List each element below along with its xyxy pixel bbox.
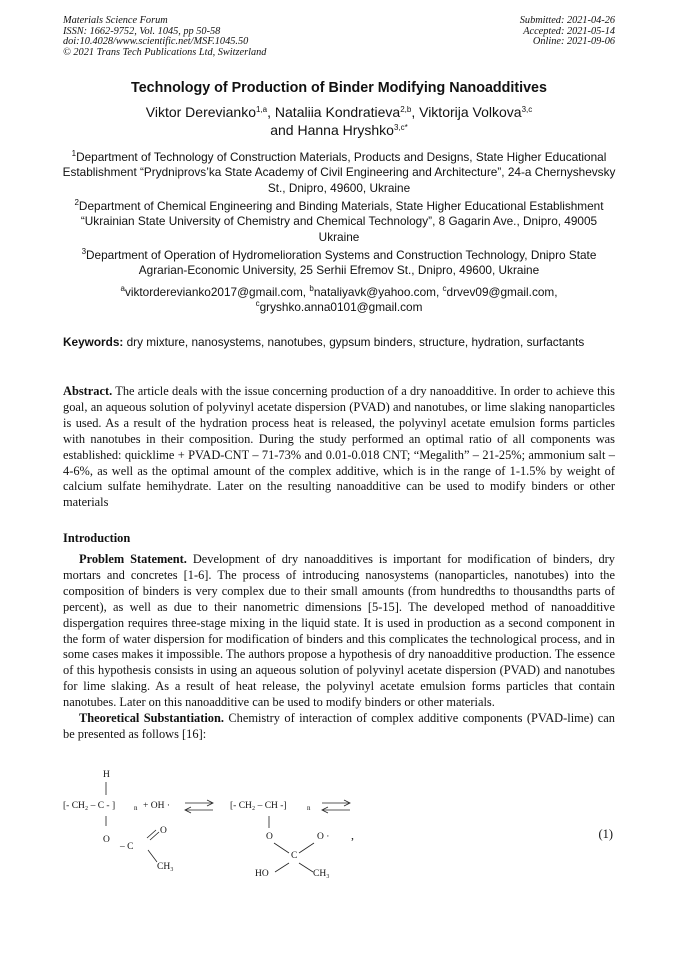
paragraph-label: Problem Statement.: [79, 552, 187, 566]
abstract-section: [63, 384, 615, 511]
bond-line: [274, 843, 289, 853]
journal-name: Materials Science Forum: [63, 15, 168, 26]
abstract-label: Abstract.: [63, 384, 113, 398]
email-list: [60, 285, 618, 316]
introduction-body: [63, 552, 615, 743]
atom-o: O: [160, 826, 167, 836]
email-mark: c: [442, 284, 447, 293]
affiliation: [60, 150, 618, 196]
central-carbon: C: [291, 851, 298, 861]
author-conjunction: and: [270, 121, 294, 138]
carbonyl-carbon: – C: [120, 842, 134, 852]
bond-line: [275, 863, 289, 872]
affiliation-mark: 3: [81, 247, 87, 256]
author-affiliation-mark: 3,c*: [393, 122, 408, 132]
left-polymer-chain: [- CH₂ – C - ]: [63, 801, 116, 811]
journal-issn: ISSN: 1662-9752, Vol. 1045, pp 50-58: [63, 25, 221, 37]
author-list: Viktor Derevianko$^{1,a}$, Nataliia Kondratieva$^{2,b}$, Viktorija Volkova$^{3,c}$ and Hanna Hryshko$^{3,c*}$: [145, 104, 533, 138]
atom-o: O: [103, 835, 110, 845]
equation-comma: ,: [351, 828, 354, 842]
methyl-group: CH₃: [157, 862, 174, 872]
bond-line: [299, 843, 314, 853]
section-heading: Introduction: [63, 531, 131, 545]
keywords-label: Keywords:: [63, 335, 124, 349]
bond-line: [150, 832, 159, 840]
author-affiliation-mark: 2,b: [400, 105, 412, 114]
email-link[interactable]: drvev09@gmail.com,: [446, 285, 558, 299]
chain-subscript: n: [307, 804, 311, 812]
bond-line: [147, 830, 156, 838]
submitted-date: Submitted: 2021-04-26: [519, 15, 615, 26]
atom-h: H: [103, 770, 110, 780]
affiliation: [60, 199, 618, 245]
affiliation-text: Department of Operation of Hydromelioration Systems and Construction Technology, Dnipro State Agrarian-Economic University, 25 Serhii Efremov St., Dnipro, 49600, Ukraine: [86, 248, 597, 278]
dates-header: [520, 16, 615, 48]
equation-bonds: [63, 768, 615, 888]
keywords-text: dry mixture, nanosystems, nanotubes, gypsum binders, structure, hydration, surfactants: [126, 335, 585, 349]
email-mark: b: [309, 284, 314, 293]
chemical-equation: [63, 768, 615, 888]
journal-header: [63, 16, 266, 58]
paragraph-label: Theoretical Substantiation.: [79, 711, 224, 726]
journal-copyright: © 2021 Trans Tech Publications Ltd, Switzerland: [63, 46, 267, 58]
paragraph-text: Chemistry of interaction of complex additive components (PVAD-lime) can be presented as follows [16]:: [63, 711, 615, 741]
hydroxyl-radical: + OH ·: [143, 801, 170, 811]
bond-line: [148, 850, 157, 862]
abstract-text: The article deals with the issue concerning production of a dry nanoadditive. In order to achieve this goal, an aqueous solution of polyvinyl acetate dispersion (PVAD) and nanotubes, or lime slaking nanoparticles is used. As a result of the hydration process heat is released, the polyvinyl acetate emulsion forms particles with nanotubes in their composition. During the study performed an optimal ratio of all components was established: quicklime + PVAD-CNT – 71-73% and 0.01-0.018 CNT; “Megalith” – 21-25%; ammonium salt – 4-6%, as well as the optimal amount of the complex additive, which is in the range of 1-1.5% by weight of calcium sulfate hemihydrate. Later on the resulting nanoadditive can be used to modify binders or other materials: [63, 384, 616, 510]
email-link[interactable]: gryshko.anna0101@gmail.com: [259, 300, 423, 315]
affiliation-mark: 2: [74, 198, 79, 207]
author-name: Viktorija Volkova: [419, 104, 522, 120]
affiliation-text: Department of Chemical Engineering and Binding Materials, State Higher Educational Establishment “Ukrainian State University of Chemistry and Chemical Technology”, 8 Gagarin Ave., Dnipro, 49005 Ukraine: [78, 199, 604, 244]
chain-subscript: n: [134, 804, 138, 812]
author-name: Hanna Hryshko: [297, 121, 394, 138]
bond-line: [299, 863, 313, 872]
email-mark: c: [255, 299, 260, 309]
online-date: Online: 2021-09-06: [532, 36, 615, 48]
affiliation-mark: 1: [71, 149, 77, 158]
author-affiliation-mark: 3,c: [521, 105, 533, 114]
paragraph: [63, 711, 615, 743]
affiliation: [60, 248, 618, 279]
email-mark: a: [120, 284, 125, 293]
methyl-group: CH₃: [313, 869, 330, 879]
oxygen-radical: O ·: [317, 832, 330, 842]
paragraph-text: Development of dry nanoadditives is important for modification of binders, dry mortars and concretes [1-6]. The process of introducing nanosystems (nanoparticles, nanotubes) into the composition of binders is very complex due to their small amounts (from hundredths to thousandths parts of percent), as well as due to their nanometric dimensions [5-15]. The developed method of nanoadditive dispergation requires three-stage mixing in the liquid state. It is used in production as a second component in the form of water dispersion for modification of binders and this complicates the technological process, and in some cases makes it impossible. The authors propose a hypothesis of dry nanoadditive production. The essence of this hypothesis consists in using an aqueous solution of polyvinyl acetate dispersion (PVAD) and nanotubes for lime slaking. As a result of heat release, the polyvinyl acetate emulsion forms particles that contain nanotubes. Later on this nanoadditive can be used to modify binders or other materials.: [63, 552, 615, 710]
author-name: Nataliia Kondratieva: [274, 104, 401, 120]
affiliation-text: Department of Technology of Construction Materials, Products and Designs, State Higher Educational Establishment “Prydniprovs’ka State Academy of Civil Engineering and Architecture”, 24-a Chernyshevsky St., Dnipro, 49600, Ukraine: [62, 150, 616, 195]
journal-doi: doi:10.4028/www.scientific.net/MSF.1045.50: [63, 36, 249, 48]
right-polymer-chain: [- CH₂ – CH -]: [230, 801, 287, 811]
email-link[interactable]: nataliyavk@yahoo.com,: [313, 285, 440, 299]
paper-title: Technology of Production of Binder Modifying Nanoadditives: [131, 80, 547, 96]
author-affiliation-mark: 1,a: [256, 105, 268, 114]
author-name: Viktor Derevianko: [145, 104, 256, 120]
paragraph: [63, 552, 615, 711]
equation-number: (1): [598, 827, 613, 841]
hydroxyl-group: HO: [255, 869, 269, 879]
accepted-date: Accepted: 2021-05-14: [523, 25, 615, 37]
email-link[interactable]: viktorderevianko2017@gmail.com,: [124, 285, 307, 299]
atom-o: O: [266, 832, 273, 842]
keywords-section: [63, 335, 615, 351]
